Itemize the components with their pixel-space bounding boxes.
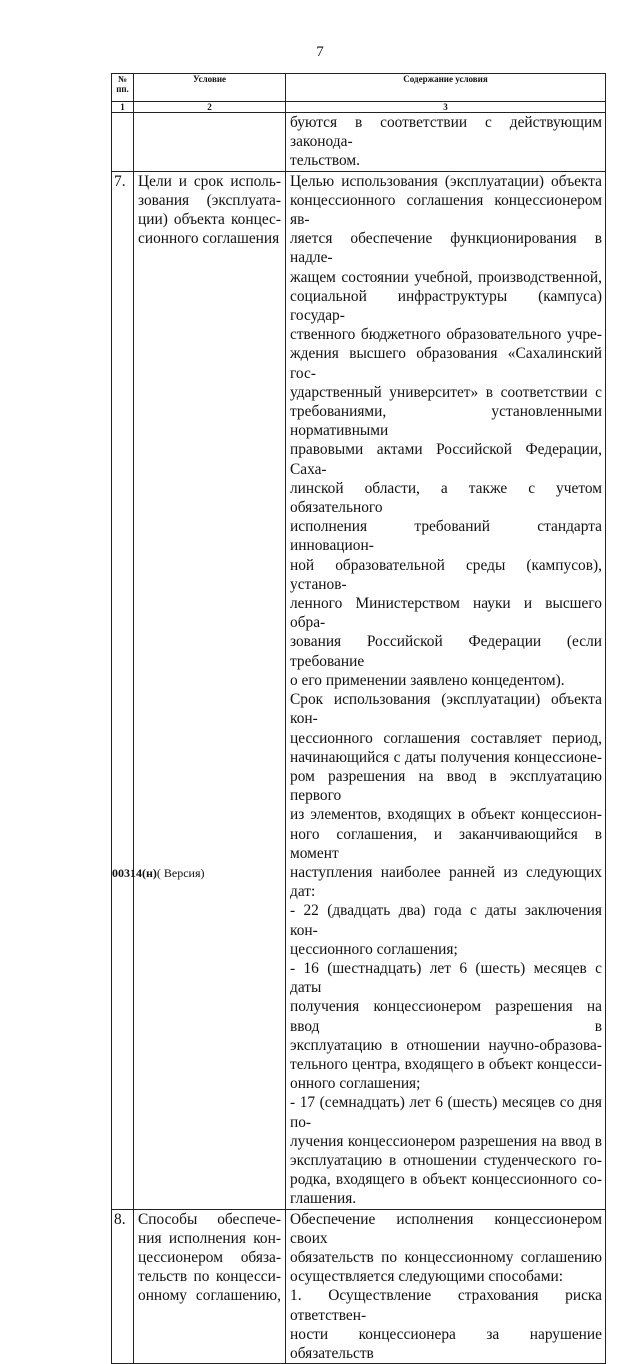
row7-content-line: ственного бюджетного образовательного учре- [290, 326, 602, 344]
row7-content-line: линской области, а также с учетом обязательного [290, 479, 602, 517]
row7-content-line: ром разрешения на ввод в эксплуатацию первого [290, 767, 602, 805]
continuation-content-cell [286, 113, 606, 172]
row7-condition [134, 171, 286, 1209]
row7-content-line: начинающийся с даты получения концессионе- [290, 748, 602, 766]
page-number: 7 [316, 44, 324, 60]
row7-condition-line: ции) объекта концес- [138, 211, 281, 229]
row8-condition-line: онному соглашению, [138, 1287, 281, 1305]
row7-content-line: - 17 (семнадцать) лет 6 (шесть) месяцев со дня по- [290, 1094, 602, 1131]
table-row-8 [112, 1209, 606, 1364]
row7-condition-line: сионного соглашения [138, 230, 280, 248]
row7-condition-line: Цели и срок исполь- [138, 172, 281, 190]
document-footer [112, 866, 205, 881]
row8-content-line: ности концессионера за нарушение обязательств [290, 1325, 602, 1362]
row7-content-line: наступления наиболее ранней из следующих дат: [290, 863, 602, 901]
header-condition: Условие [134, 74, 286, 102]
row7-content-line: эксплуатацию в отношении научно-образова- [290, 1036, 602, 1054]
row8-content [286, 1209, 606, 1364]
row8-condition-line: цессионером обяза- [138, 1248, 281, 1266]
continuation-line: тельством. [290, 152, 360, 170]
row7-content-line: о его применении заявлено концедентом). [290, 671, 565, 689]
row7-content-line: глашения. [290, 1190, 357, 1208]
header-num-line2: пп. [116, 84, 129, 94]
table-row-continuation [112, 113, 606, 172]
column-number-1: 1 [112, 102, 134, 113]
row7-content-line: получения концессионером разрешения на ввод в [290, 998, 602, 1035]
row7-content-line: ляется обеспечение функционирования в надле- [290, 230, 602, 267]
row7-content-line: ждения высшего образования «Сахалинский гос- [290, 345, 602, 382]
column-number-2: 2 [134, 102, 286, 113]
row7-content-line: тельного центра, входящего в объект концесси- [290, 1055, 602, 1073]
continuation-line: буются в соответствии с действующим законода- [290, 114, 602, 151]
row8-num: 8. [112, 1209, 134, 1364]
row7-content-line: социальной инфраструктуры (кампуса) государ- [290, 287, 602, 325]
row7-num: 7. [112, 171, 134, 1209]
table-header-row [112, 74, 606, 102]
row7-content-line: ного соглашения, и заканчивающийся в момент [290, 825, 602, 862]
row7-content-line: эксплуатацию в отношении студенческого го- [290, 1151, 602, 1169]
row7-content-line: цессионного соглашения составляет период, [290, 729, 602, 747]
row7-content-line: ной образовательной среды (кампусов), установ- [290, 556, 602, 593]
row7-content-line: ударственный университет» в соответствии с [290, 383, 602, 401]
row7-content-line: концессионного соглашения концессионером яв- [290, 191, 602, 229]
row8-condition-line: тельств по концесси- [138, 1268, 281, 1286]
header-num-line1: № [117, 74, 128, 84]
row7-content-line: - 22 (двадцать два) года с даты заключения кон- [290, 902, 602, 939]
row7-content-line: ленного Министерством науки и высшего обра- [290, 595, 602, 632]
row8-condition-line: Способы обеспече- [138, 1210, 281, 1228]
row8-content-line: Обеспечение исполнения концессионером своих [290, 1210, 602, 1247]
row8-content-line: 1. Осуществление страхования риска ответствен- [290, 1287, 602, 1324]
row7-content-line: исполнения требований стандарта инновацион- [290, 518, 602, 555]
concession-conditions-table [111, 73, 606, 1364]
row7-content-line: - 16 (шестнадцать) лет 6 (шесть) месяцев с даты [290, 959, 602, 997]
row7-content-line: цессионного соглашения; [290, 940, 458, 958]
row8-content-line: осуществляется следующими способами: [290, 1268, 564, 1286]
column-number-3: 3 [286, 102, 606, 113]
footer-code: 00314(н) [112, 866, 157, 880]
table-row-7 [112, 171, 606, 1209]
row8-condition-line: ния исполнения кон- [138, 1229, 281, 1247]
column-numbers-row [112, 102, 606, 113]
row7-content-line: родка, входящего в объект концессионного со- [290, 1171, 602, 1189]
row7-content [286, 171, 606, 1209]
continuation-num-cell [112, 113, 134, 172]
row8-content-line: обязательств по концессионному соглашению [290, 1248, 602, 1266]
header-content: Содержание условия [286, 74, 606, 102]
row7-content-line: онного соглашения; [290, 1075, 421, 1093]
row7-content-line: лучения концессионером разрешения на ввод в [290, 1132, 602, 1150]
row7-content-line: требованиями, установленными нормативными [290, 403, 602, 440]
header-num [112, 74, 134, 102]
footer-version: ( Версия) [156, 866, 205, 880]
row8-condition [134, 1209, 286, 1364]
row7-content-line: правовыми актами Российской Федерации, Саха- [290, 441, 602, 478]
row7-content-line: Срок использования (эксплуатации) объекта кон- [290, 691, 602, 728]
continuation-condition-cell [134, 113, 286, 172]
row7-content-line: Целью использования (эксплуатации) объекта [290, 172, 602, 190]
row7-content-line: зования Российской Федерации (если требование [290, 633, 602, 670]
row7-content-line: жащем состоянии учебной, производственной, [290, 268, 602, 286]
row7-content-line: из элементов, входящих в объект концессион- [290, 806, 602, 824]
row7-condition-line: зования (эксплуата- [138, 191, 281, 209]
